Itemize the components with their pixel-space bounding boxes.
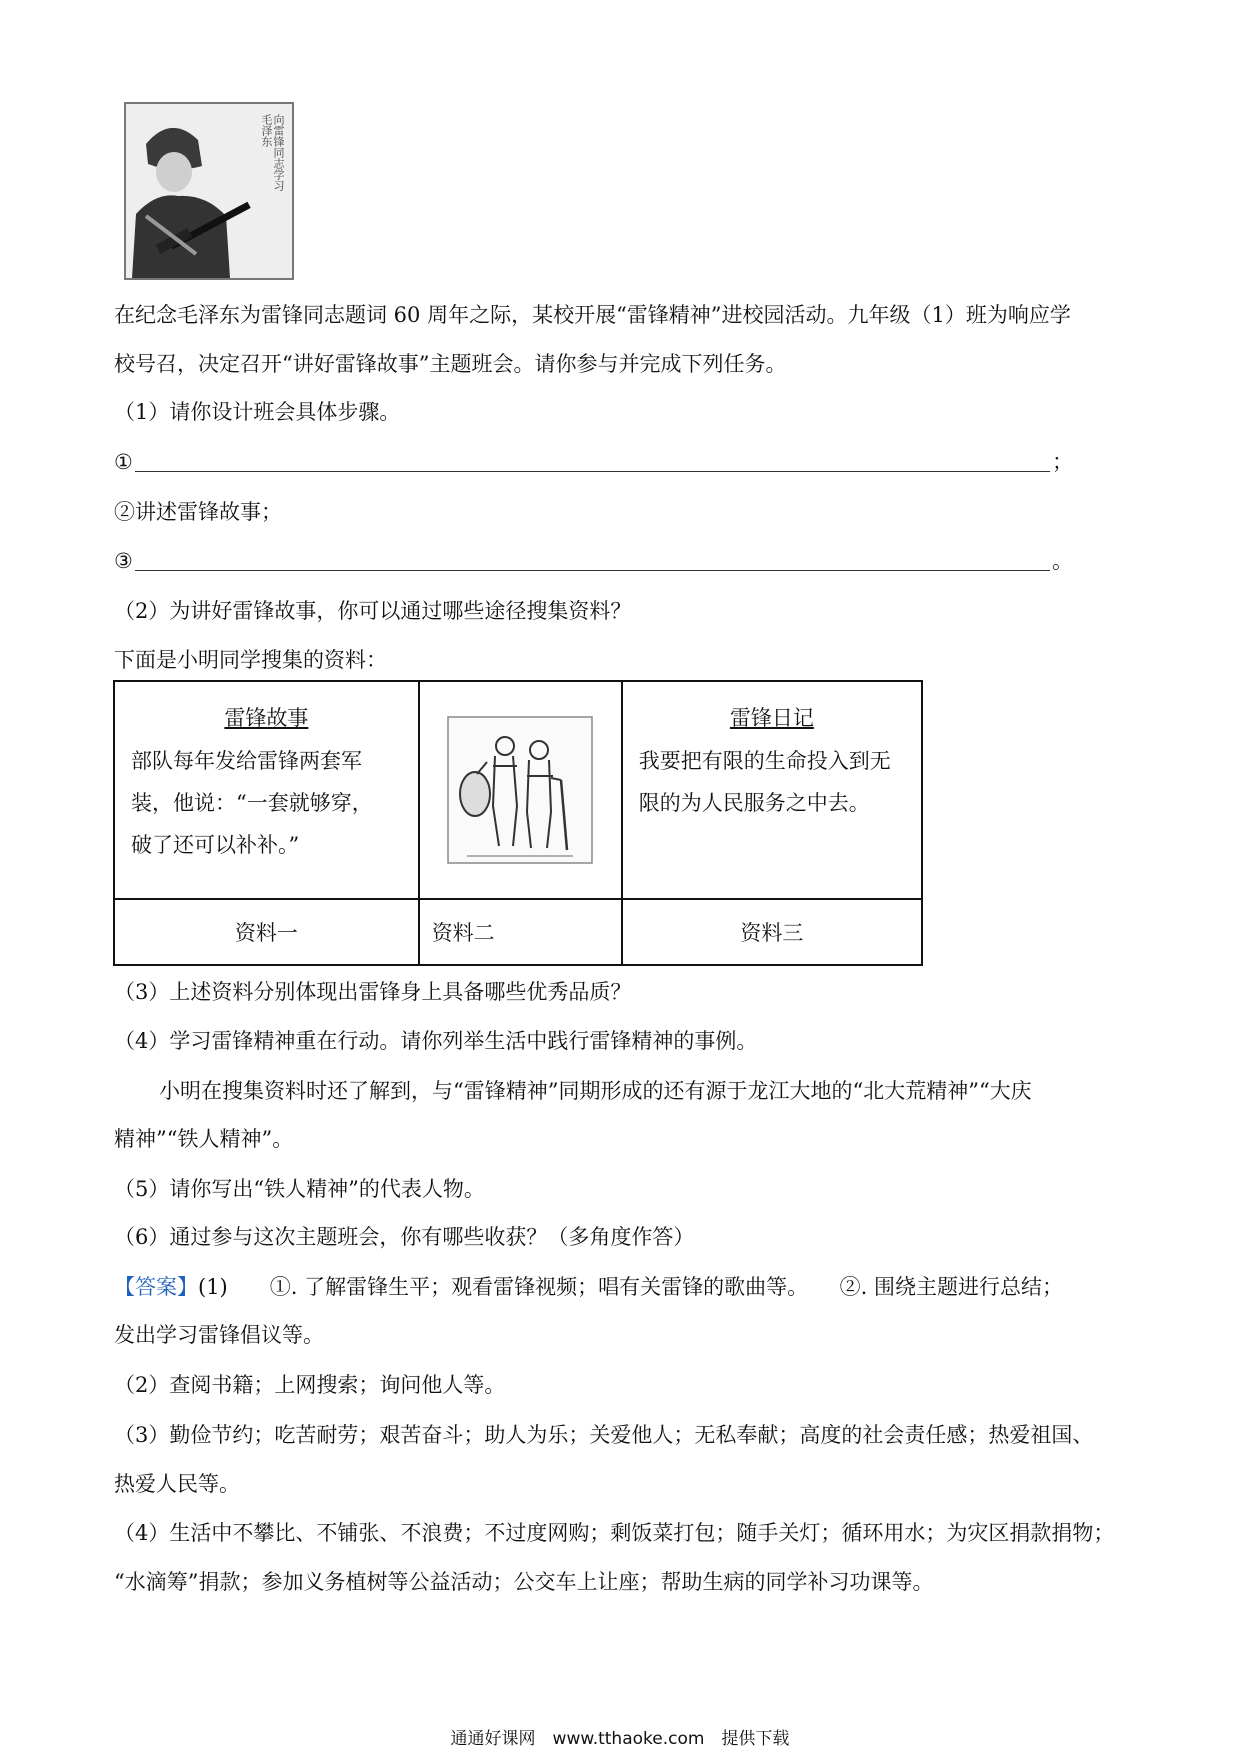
materials-caption-row [114,899,922,965]
intro-line-2: 校号召，决定召开“讲好雷锋故事”主题班会。请你参与并完成下列任务。 [114,352,787,376]
question-3: （3）上述资料分别体现出雷锋身上具备哪些优秀品质？ [114,980,632,1004]
material-3-cell [622,681,922,899]
material-1-body [115,732,418,866]
material-1-cell [114,681,419,899]
material-3-title: 雷锋日记 [729,706,814,730]
question-4: （4）学习雷锋精神重在行动。请你列举生活中践行雷锋精神的事例。 [114,1029,758,1053]
page-footer: 通通好课网 www.tthaoke.com 提供下载 [450,1729,790,1749]
question-2: （2）为讲好雷锋故事，你可以通过哪些途径搜集资料？ [114,599,632,623]
answer-4-line-2: “水滴筹”捐款；参加义务植树等公益活动；公交车上让座；帮助生病的同学补习功课等。 [114,1570,934,1594]
answer-4-line-1: （4）生活中不攀比、不铺张、不浪费；不过度网购；剩饭菜打包；随手关灯；循环用水；为灾区捐款捐物； [114,1521,1115,1545]
question-6: （6）通过参与这次主题班会，你有哪些收获？（多角度作答） [114,1225,695,1249]
material-3-line: 限的为人民服务之中去。 [638,791,870,815]
material-1-line: 装，他说：“一套就够穿， [131,791,373,815]
caption-material-1: 资料一 [114,899,419,965]
step-3-marker: ③ [114,549,133,573]
intro-line-1: 在纪念毛泽东为雷锋同志题词 60 周年之际，某校开展“雷锋精神”进校园活动。九年级（1）班为响应学 [114,303,1071,327]
answer-1-line-1 [114,1272,1063,1302]
answer-1-text: (1) ①. 了解雷锋生平；观看雷锋视频；唱有关雷锋的歌曲等。 ②. 围绕主题进行总结； [198,1275,1063,1299]
caption-material-3: 资料三 [622,899,922,965]
context-paragraph-line-1: 小明在搜集资料时还了解到，与“雷锋精神”同期形成的还有源于龙江大地的“北大荒精神”“大庆 [159,1079,1032,1103]
step-1-marker: ① [114,450,133,474]
materials-lead: 下面是小明同学搜集的资料： [114,648,387,672]
step-1-end: ； [1052,450,1073,474]
material-2-cell [419,681,622,899]
material-1-line: 破了还可以补补。” [131,833,300,857]
answer-3-line-2: 热爱人民等。 [114,1472,240,1496]
lei-feng-helping-illustration [447,716,593,864]
question-5: （5）请你写出“铁人精神”的代表人物。 [114,1177,485,1201]
material-1-line: 部队每年发给雷锋两套军 [131,749,362,773]
materials-content-row [114,681,922,899]
material-3-line: 我要把有限的生命投入到无 [638,749,891,773]
answer-3-line-1: （3）勤俭节约；吃苦耐劳；艰苦奋斗；助人为乐；关爱他人；无私奉献；高度的社会责任感；热爱祖国、 [114,1423,1094,1447]
answer-2: （2）查阅书籍；上网搜索；询问他人等。 [114,1373,506,1397]
step-2: ②讲述雷锋故事； [114,500,282,524]
step-3-end: 。 [1052,549,1073,573]
material-1-title: 雷锋故事 [224,706,309,730]
material-3-body [623,732,921,824]
step-1-answer-line[interactable] [135,471,1050,472]
question-1: （1）请你设计班会具体步骤。 [114,400,401,424]
answer-1-line-2: 发出学习雷锋倡议等。 [114,1323,324,1347]
lei-feng-portrait [124,102,294,280]
step-3-answer-line[interactable] [135,570,1050,571]
materials-table [113,680,923,966]
portrait-inscription: 向雷锋同志学习 毛泽东 [260,114,285,191]
caption-material-2: 资料二 [419,899,622,965]
answer-label: 【答案】 [114,1275,198,1299]
context-paragraph-line-2: 精神”“铁人精神”。 [114,1127,294,1151]
